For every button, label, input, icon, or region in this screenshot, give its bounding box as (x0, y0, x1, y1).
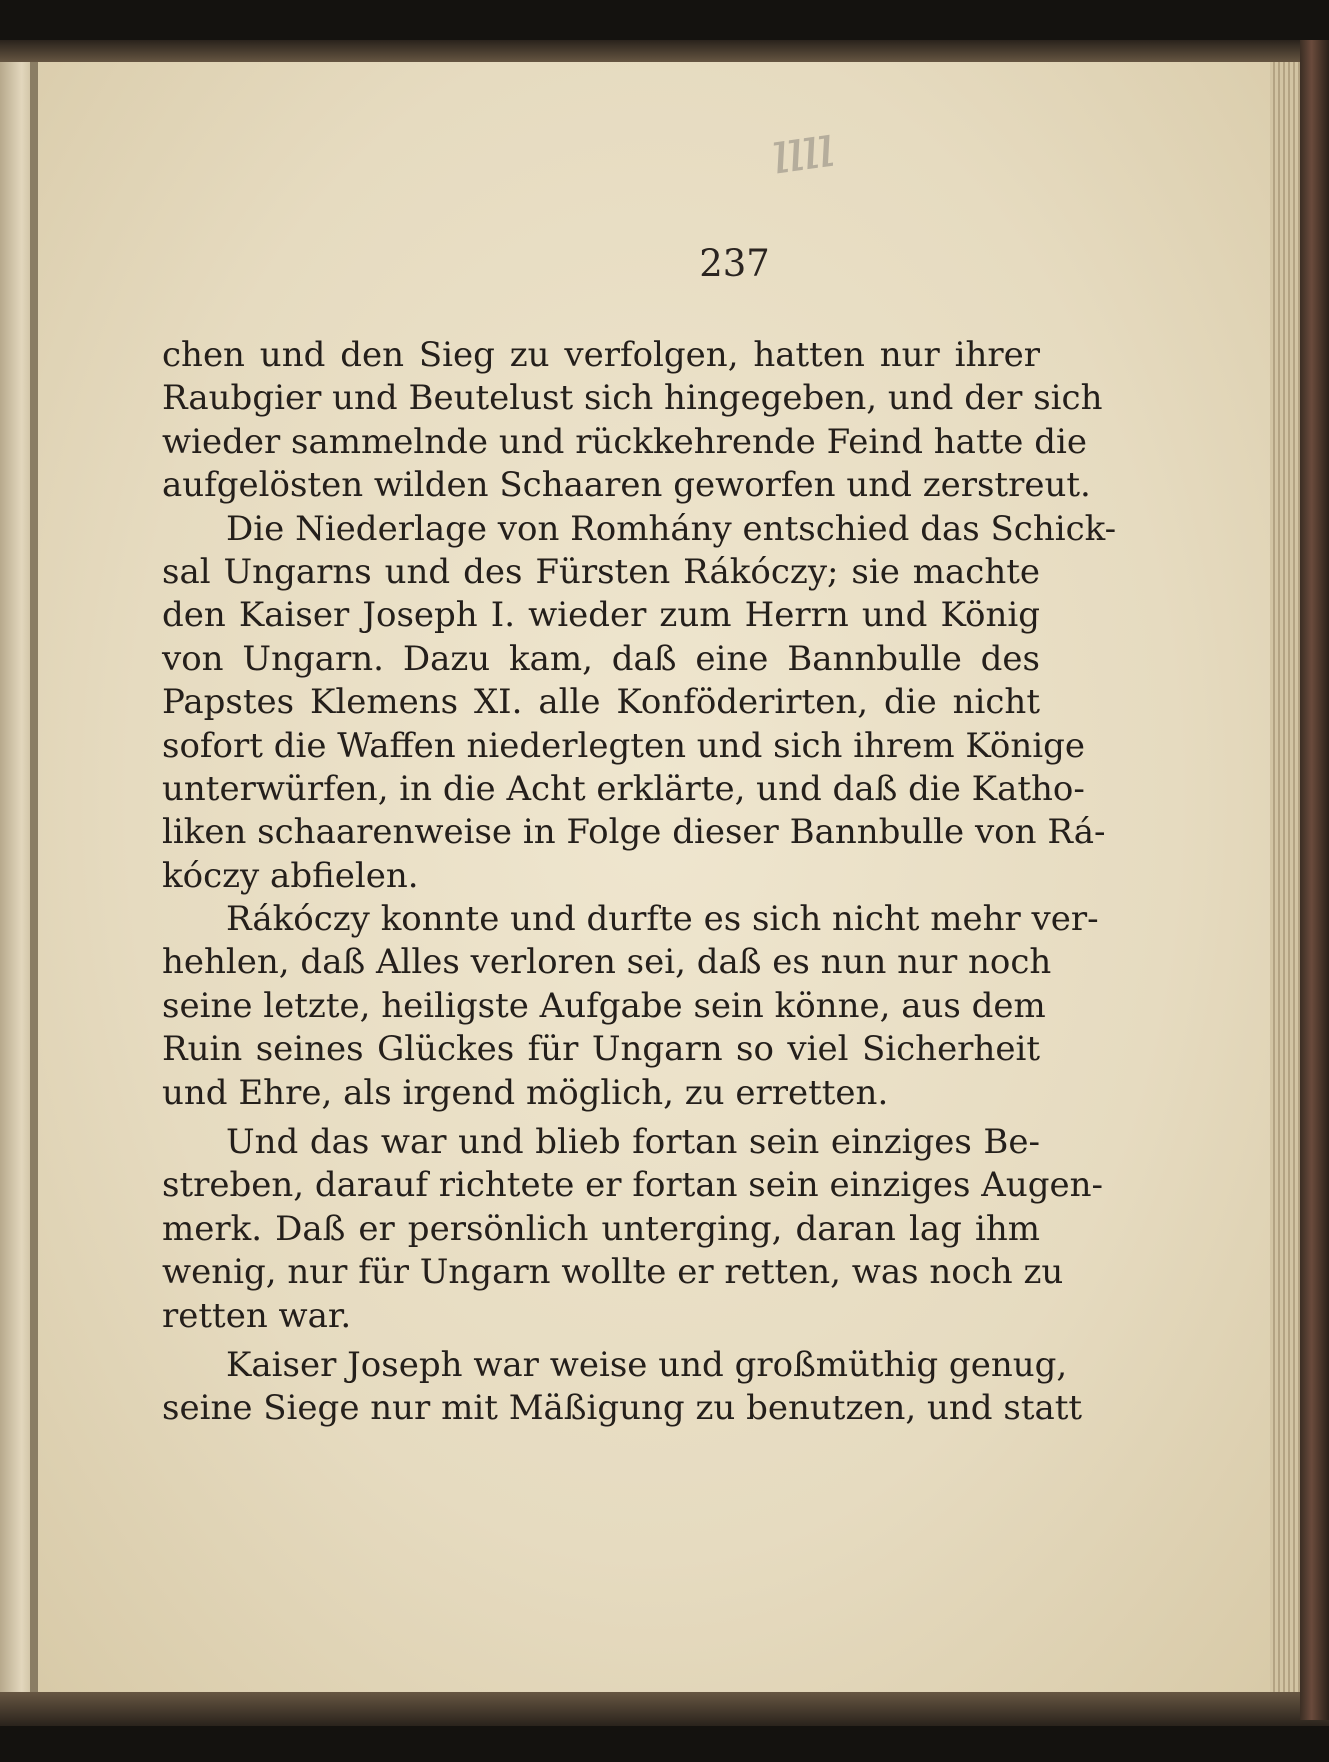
book-gutter (30, 62, 38, 1692)
text-line: hehlen, daß Alles verloren sei, daß es nun nur noch (162, 942, 1052, 983)
text-line: seine letzte, heiligste Aufgabe sein könne, aus dem (162, 985, 1046, 1026)
text-line: seine Siege nur mit Mäßigung zu benutzen, und statt (162, 1388, 1083, 1429)
pencil-margin-note: ıııı (765, 111, 836, 189)
text-line: Ruin seines Glückes für Ungarn so viel Sicherheit (162, 1029, 1040, 1070)
text-line: retten war. (162, 1295, 352, 1336)
text-line: Die Niederlage von Romhány entschied das Schick- (226, 508, 1117, 549)
body-text (162, 334, 1117, 1431)
book-cover-top (0, 40, 1329, 64)
book-cover-right (1300, 40, 1329, 1720)
text-line: streben, darauf richtete er fortan sein einziges Augen- (162, 1165, 1103, 1206)
text-line: sal Ungarns und des Fürsten Rákóczy; sie machte (162, 551, 1040, 592)
text-line: Und das war und blieb fortan sein einziges Be- (226, 1122, 1040, 1163)
text-line: wieder sammelnde und rückkehrende Feind hatte die (162, 421, 1087, 462)
text-line: Raubgier und Beutelust sich hingegeben, und der sich (162, 378, 1103, 419)
text-line: kóczy abfielen. (162, 855, 419, 896)
text-line: Papstes Klemens XI. alle Konföderirten, die nicht (162, 682, 1040, 723)
text-line: unterwürfen, in die Acht erklärte, und daß die Katho- (162, 768, 1085, 809)
text-line: sofort die Waffen niederlegten und sich ihrem Könige (162, 725, 1086, 766)
text-line: und Ehre, als irgend möglich, zu erretten. (162, 1072, 889, 1113)
book-cover-bottom (0, 1690, 1329, 1726)
text-line: wenig, nur für Ungarn wollte er retten, was noch zu (162, 1252, 1064, 1293)
text-line: von Ungarn. Dazu kam, daß eine Bannbulle des (162, 638, 1040, 679)
text-line: Kaiser Joseph war weise und großmüthig genug, (226, 1344, 1068, 1385)
text-line: Rákóczy konnte und durfte es sich nicht mehr ver- (226, 899, 1099, 940)
text-line: aufgelösten wilden Schaaren geworfen und zerstreut. (162, 465, 1091, 506)
text-line: liken schaarenweise in Folge dieser Bannbulle von Rá- (162, 812, 1106, 853)
text-line: chen und den Sieg zu verfolgen, hatten nur ihrer (162, 335, 1040, 375)
page-number: 237 (699, 242, 770, 285)
text-line: merk. Daß er persönlich unterging, daran lag ihm (162, 1208, 1040, 1249)
text-line: den Kaiser Joseph I. wieder zum Herrn und König (162, 595, 1040, 636)
